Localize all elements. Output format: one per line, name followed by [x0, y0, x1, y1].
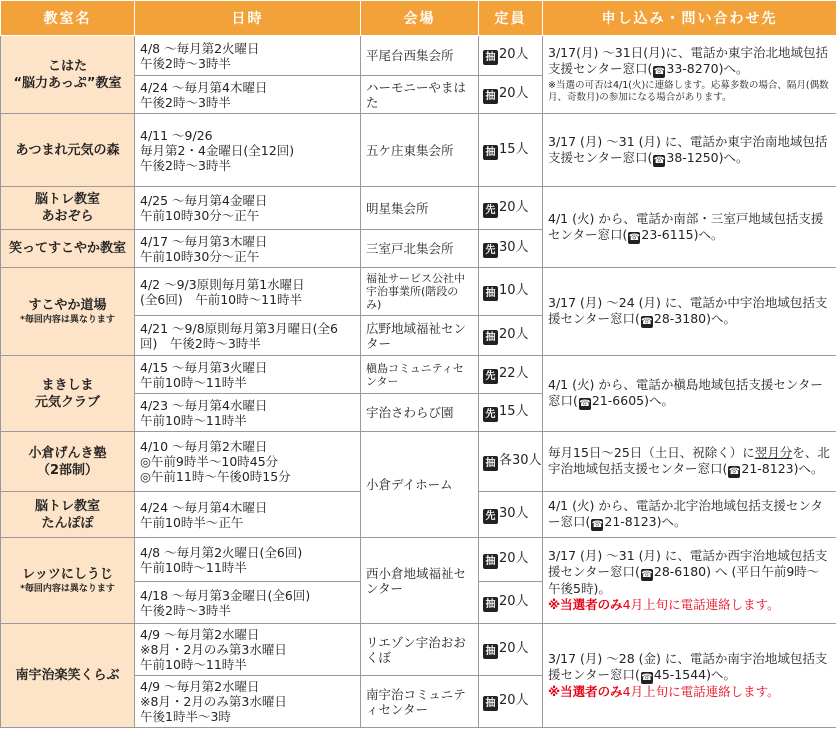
capacity-cell: 抽 20人 [479, 624, 543, 676]
class-name: レッツにしうじ *毎回内容は異なります [1, 538, 135, 624]
datetime-cell: 4/25 ～毎月第4金曜日 午前10時30分～正午 [135, 187, 361, 230]
contact-cell: 3/17 (月) ～28 (金) に、電話か南宇治地域包括支援センター窓口(☎45-1544)へ。 ※当選者のみ4月上旬に電話連絡します。 [543, 624, 836, 728]
phone-icon: ☎ [591, 520, 603, 530]
venue-cell: 明星集会所 [361, 187, 479, 230]
table-row [1, 114, 836, 187]
phone-icon: ☎ [579, 399, 591, 409]
class-name: 笑ってすこやか教室 [1, 230, 135, 268]
table-row [1, 187, 836, 230]
lottery-badge: 抽 [483, 330, 498, 345]
table-row [1, 624, 836, 676]
contact-cell: 4/1 (火) から、電話か槇島地域包括支援センター窓口(☎21-6605)へ。 [543, 356, 836, 432]
header-capacity: 定員 [479, 1, 543, 36]
table-row [1, 432, 836, 492]
lottery-badge: 抽 [483, 597, 498, 612]
phone-icon: ☎ [653, 67, 665, 77]
datetime-cell: 4/24 ～毎月第4木曜日 午前10時半～正午 [135, 492, 361, 538]
phone-icon: ☎ [641, 673, 653, 683]
phone-icon: ☎ [653, 155, 665, 166]
table-row [1, 356, 836, 394]
venue-cell: ハーモニーやまはた [361, 76, 479, 114]
capacity-cell: 先 30人 [479, 492, 543, 538]
datetime-cell: 4/11 ～9/26 毎月第2・4金曜日(全12回) 午後2時～3時半 [135, 114, 361, 187]
contact-cell: 3/17 (月) ～31 (月) に、電話か東宇治南地域包括支援センター窓口(☎38-1250)へ。 [543, 114, 836, 187]
class-name: まきしま 元気クラブ [1, 356, 135, 432]
capacity-cell: 抽 20人 [479, 582, 543, 624]
capacity-cell: 抽 20人 [479, 76, 543, 114]
header-contact: 申し込み・問い合わせ先 [543, 1, 836, 36]
capacity-cell: 抽 20人 [479, 316, 543, 356]
capacity-cell: 抽 20人 [479, 538, 543, 582]
venue-cell: 三室戸北集会所 [361, 230, 479, 268]
datetime-cell: 4/2 ～9/3原則毎月第1水曜日 (全6回) 午前10時～11時半 [135, 268, 361, 316]
selection-note: ※当選の可否は4/1(火)に連絡します。応募多数の場合、隔月(偶数月、奇数月)の参加になる場合があります。 [548, 80, 829, 103]
datetime-cell: 4/9 ～毎月第2水曜日 ※8月・2月のみ第3水曜日 午後1時半～3時 [135, 676, 361, 728]
lottery-badge: 抽 [483, 50, 498, 65]
venue-cell: 五ケ庄東集会所 [361, 114, 479, 187]
first-come-badge: 先 [483, 369, 498, 384]
venue-cell: 広野地域福祉センター [361, 316, 479, 356]
content-note: *毎回内容は異なります [20, 315, 115, 325]
class-name: 小倉げんき塾 （2部制） [1, 432, 135, 492]
class-name: 脳トレ教室 たんぽぽ [1, 492, 135, 538]
datetime-cell: 4/8 ～毎月第2火曜日(全6回) 午前10時～11時半 [135, 538, 361, 582]
venue-cell: 福祉サービス公社中宇治事業所(階段のみ) [361, 268, 479, 316]
header-datetime: 日時 [135, 1, 361, 36]
content-note: *毎回内容は異なります [20, 584, 115, 594]
header-name: 教室名 [1, 1, 135, 36]
contact-cell: 4/1 (火) から、電話か南部・三室戸地域包括支援センター窓口(☎23-6115)へ。 [543, 187, 836, 268]
datetime-cell: 4/21 ～9/8原則毎月第3月曜日(全6回) 午後2時～3時半 [135, 316, 361, 356]
contact-cell: 3/17 (月) ～24 (月) に、電話か中宇治地域包括支援センター窓口(☎28-3180)へ。 [543, 268, 836, 356]
datetime-cell: 4/24 ～毎月第4木曜日 午後2時～3時半 [135, 76, 361, 114]
venue-cell: 小倉デイホーム [361, 432, 479, 538]
contact-cell: 毎月15日～25日（土日、祝除く）に翌月分を、北宇治地域包括支援センター窓口(☎21-8123)へ。 [543, 432, 836, 492]
class-name: あつまれ元気の森 [1, 114, 135, 187]
venue-cell: 槇島コミュニティセンター [361, 356, 479, 394]
venue-cell: 南宇治コミュニティセンター [361, 676, 479, 728]
capacity-cell: 抽 15人 [479, 114, 543, 187]
table-row [1, 268, 836, 316]
lottery-badge: 抽 [483, 286, 498, 301]
table-row [1, 538, 836, 582]
table-row [1, 36, 836, 76]
capacity-cell: 抽 各30人 [479, 432, 543, 492]
venue-cell: 宇治さわらび園 [361, 394, 479, 432]
class-name: 南宇治楽笑くらぶ [1, 624, 135, 728]
capacity-cell: 先 15人 [479, 394, 543, 432]
class-name: すこやか道場 *毎回内容は異なります [1, 268, 135, 356]
lottery-badge: 抽 [483, 89, 498, 104]
first-come-badge: 先 [483, 203, 498, 218]
contact-cell: 4/1 (火) から、電話か北宇治地域包括支援センター窓口(☎21-8123)へ。 [543, 492, 836, 538]
first-come-badge: 先 [483, 243, 498, 258]
lottery-badge: 抽 [483, 456, 498, 471]
datetime-cell: 4/18 ～毎月第3金曜日(全6回) 午後2時～3時半 [135, 582, 361, 624]
header-venue: 会場 [361, 1, 479, 36]
venue-cell: 西小倉地域福祉センター [361, 538, 479, 624]
datetime-cell: 4/9 ～毎月第2水曜日 ※8月・2月のみ第3水曜日 午前10時～11時半 [135, 624, 361, 676]
class-name: こはた “脳力あっぷ”教室 [1, 36, 135, 114]
lottery-badge: 抽 [483, 644, 498, 659]
datetime-cell: 4/15 ～毎月第3火曜日 午前10時～11時半 [135, 356, 361, 394]
first-come-badge: 先 [483, 509, 498, 524]
capacity-cell: 抽 20人 [479, 676, 543, 728]
capacity-cell: 先 20人 [479, 187, 543, 230]
phone-icon: ☎ [641, 570, 653, 580]
lottery-badge: 抽 [483, 554, 498, 569]
phone-icon: ☎ [641, 317, 653, 327]
capacity-cell: 抽 10人 [479, 268, 543, 316]
lottery-badge: 抽 [483, 696, 498, 711]
first-come-badge: 先 [483, 407, 498, 422]
capacity-cell: 先 30人 [479, 230, 543, 268]
datetime-cell: 4/10 ～毎月第2木曜日 ◎午前9時半～10時45分 ◎午前11時～午後0時15分 [135, 432, 361, 492]
capacity-cell: 先 22人 [479, 356, 543, 394]
datetime-cell: 4/23 ～毎月第4水曜日 午前10時～11時半 [135, 394, 361, 432]
contact-cell: 3/17(月) ～31日(月)に、電話か東宇治北地域包括支援センター窓口(☎33-8270)へ。 ※当選の可否は4/1(火)に連絡します。応募多数の場合、隔月(偶数月、奇数月)の参加になる場合があります。 [543, 36, 836, 114]
capacity-cell: 抽 20人 [479, 36, 543, 76]
venue-cell: 平尾台西集会所 [361, 36, 479, 76]
contact-cell: 3/17 (月) ～31 (月) に、電話か西宇治地域包括支援センター窓口(☎28-6180) へ (平日午前9時～午後5時)。 ※当選者のみ4月上旬に電話連絡します。 [543, 538, 836, 624]
venue-cell: リエゾン宇治おおくぼ [361, 624, 479, 676]
class-name: 脳トレ教室 あおぞら [1, 187, 135, 230]
header-row [1, 1, 836, 36]
datetime-cell: 4/8 ～毎月第2火曜日 午後2時～3時半 [135, 36, 361, 76]
datetime-cell: 4/17 ～毎月第3木曜日 午前10時30分～正午 [135, 230, 361, 268]
lottery-badge: 抽 [483, 145, 498, 160]
phone-icon: ☎ [728, 467, 740, 477]
phone-icon: ☎ [628, 232, 640, 243]
